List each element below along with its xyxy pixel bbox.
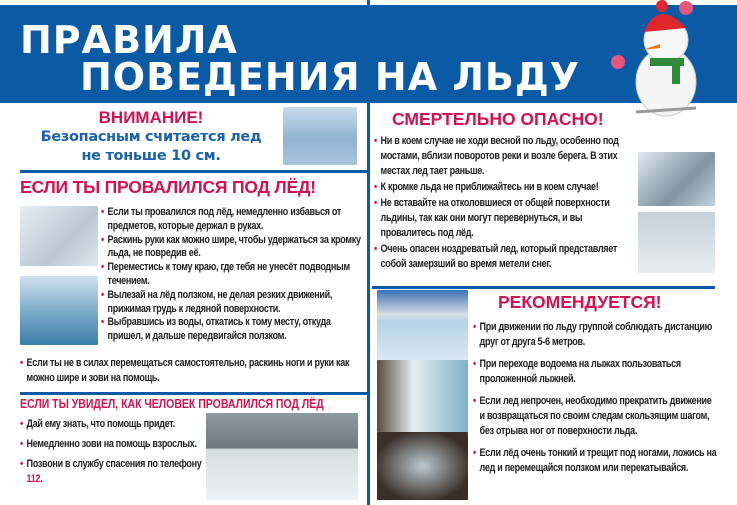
list-item: • При движении по льду группой соблюдать дистанцию друг от друга 5-6 метров. — [473, 320, 717, 350]
photo-people-on-ice — [283, 107, 357, 165]
list-item: • Если ты не в силах перемещаться самостоятельно, раскинь ноги и руки как можно шире и зови на помощь. — [20, 356, 365, 386]
recommended-list — [473, 320, 717, 477]
attention-heading: ВНИМАНИЕ! — [98, 108, 204, 127]
list-item: • При переходе водоема на лыжах пользоваться проложенной лыжней. — [473, 357, 717, 387]
fell-through-heading: ЕСЛИ ТЫ ПРОВАЛИЛСЯ ПОД ЛЁД! — [20, 177, 316, 197]
divider — [20, 170, 367, 173]
fell-through-list — [101, 206, 366, 344]
list-item: • Ни в коем случае не ходи весной по льду, особенно под мостами, вблизи поворотов реки и возле берега. В этих местах лед тает раньше. — [374, 134, 636, 179]
list-item: • Не вставайте на отколовшиеся от общей поверхности льдины, так как они могут перевернуться, и вы провалитесь под лёд. — [374, 196, 636, 241]
snowman-icon — [598, 0, 723, 120]
deadly-list — [374, 134, 636, 273]
photo-ice-edge — [638, 152, 715, 206]
call-end: . — [40, 473, 43, 485]
list-item: • Немедленно зови на помощь взрослых. — [20, 437, 204, 452]
title-line2: ПОВЕДЕНИЯ НА ЛЬДУ — [80, 55, 581, 99]
rescue-phone: 112 — [26, 473, 41, 485]
list-item: • Раскинь руки как можно шире, чтобы удержаться за кромку льда, не повредив её. — [101, 234, 366, 262]
attention-line2: не тоньше 10 см. — [81, 148, 221, 164]
list-item: • Дай ему знать, что помощь придет. — [20, 417, 204, 432]
list-item: • Если ты провалился под лёд, немедленно избавься от предметов, которые держал в руках. — [101, 206, 366, 234]
list-item: • Если лед непрочен, необходимо прекратить движение и возвращаться по своим следам скользящим шагом, без отрыва ног от поверхности льда. — [473, 394, 717, 439]
list-item: • Переместись к тому краю, где тебя не унесёт подводным течением. — [101, 261, 366, 289]
list-item: • Если лёд очень тонкий и трещит под ногами, ложись на лед и перемещайся ползком или перекатывайся. — [473, 446, 717, 476]
call-text: Позвони в службу спасения по телефону — [26, 458, 202, 470]
title-line1: ПРАВИЛА — [20, 18, 238, 62]
list-item: • Выбравшись из воды, откатись к тому месту, откуда пришел, и дальше передвигайся ползком. — [101, 316, 366, 344]
photo-crawling — [377, 360, 468, 432]
fell-through-extra — [20, 356, 365, 387]
photo-person-on-ice — [638, 212, 715, 273]
attention-line1: Безопасным считается лед — [40, 129, 262, 145]
saw-someone-list — [20, 417, 204, 488]
list-item — [20, 457, 204, 487]
photo-fell-through — [20, 206, 98, 266]
divider — [372, 286, 715, 289]
attention-text — [20, 128, 282, 166]
list-item: • К кромке льда не приближайтесь ни в коем случае! — [374, 180, 636, 195]
divider — [20, 392, 367, 395]
photo-in-water — [20, 276, 98, 345]
saw-someone-heading: ЕСЛИ ТЫ УВИДЕЛ, КАК ЧЕЛОВЕК ПРОВАЛИЛСЯ ПОД ЛЁД — [20, 397, 324, 411]
photo-skiers — [377, 290, 468, 360]
list-item: • Очень опасен ноздреватый лед, который представляет собой замерзший во время метели снег. — [374, 242, 636, 272]
photo-cracked-ice — [377, 432, 468, 500]
photo-rescue — [206, 413, 358, 500]
deadly-heading: СМЕРТЕЛЬНО ОПАСНО! — [392, 109, 604, 129]
recommended-heading: РЕКОМЕНДУЕТСЯ! — [498, 292, 662, 312]
list-item: • Вылезай на лёд ползком, не делая резких движений, прижимая грудь к ледяной поверхности. — [101, 289, 366, 317]
